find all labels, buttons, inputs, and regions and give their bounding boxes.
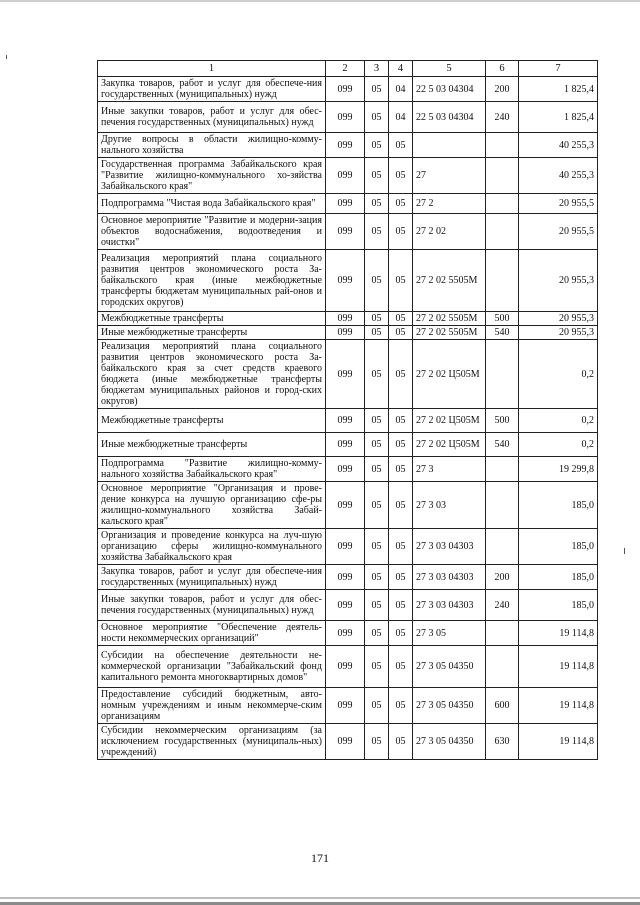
row-expense-type (486, 133, 519, 158)
scan-mark (6, 55, 7, 59)
row-subsection-code: 05 (389, 340, 413, 409)
row-ministry-code: 099 (326, 158, 365, 194)
row-target-article: 27 3 03 (413, 482, 486, 529)
row-target-article: 22 5 03 04304 (413, 77, 486, 102)
row-subsection-code: 05 (389, 565, 413, 590)
row-subsection-code: 05 (389, 529, 413, 565)
row-ministry-code: 099 (326, 77, 365, 102)
page-number: 171 (311, 851, 329, 865)
row-expense-type (486, 194, 519, 214)
row-description: Подпрограмма "Чистая вода Забайкальского края" (98, 194, 326, 214)
row-ministry-code: 099 (326, 312, 365, 326)
row-expense-type: 540 (486, 326, 519, 340)
row-target-article: 27 2 02 (413, 214, 486, 250)
row-description: Другие вопросы в области жилищно-комму-нального хозяйства (98, 133, 326, 158)
row-target-article: 27 2 02 5505М (413, 326, 486, 340)
row-ministry-code: 099 (326, 529, 365, 565)
row-subsection-code: 05 (389, 133, 413, 158)
table-row (98, 194, 598, 214)
row-subsection-code: 04 (389, 77, 413, 102)
row-section-code: 05 (365, 133, 389, 158)
row-amount: 20 955,5 (519, 194, 598, 214)
header-cell: 6 (486, 61, 519, 77)
row-subsection-code: 05 (389, 590, 413, 621)
row-ministry-code: 099 (326, 621, 365, 646)
row-section-code: 05 (365, 158, 389, 194)
row-ministry-code: 099 (326, 102, 365, 133)
row-description: Реализация мероприятий плана социального развития центров экономического роста За-байкальского края (иные межбюджетные трансферты бюджетам муниципальных рай-онов и городских округов) (98, 250, 326, 312)
table-row (98, 326, 598, 340)
row-amount: 0,2 (519, 340, 598, 409)
table-row (98, 433, 598, 457)
row-subsection-code: 05 (389, 158, 413, 194)
row-expense-type (486, 340, 519, 409)
row-ministry-code: 099 (326, 646, 365, 688)
row-subsection-code: 05 (389, 646, 413, 688)
row-subsection-code: 05 (389, 688, 413, 724)
row-amount: 185,0 (519, 482, 598, 529)
row-subsection-code: 05 (389, 312, 413, 326)
row-ministry-code: 099 (326, 457, 365, 482)
row-ministry-code: 099 (326, 565, 365, 590)
row-description: Иные закупки товаров, работ и услуг для обес-печения государственных (муниципальных) нужд (98, 590, 326, 621)
row-section-code: 05 (365, 340, 389, 409)
row-expense-type (486, 621, 519, 646)
row-description: Закупка товаров, работ и услуг для обеспече-ния государственных (муниципальных) нужд (98, 77, 326, 102)
row-description: Закупка товаров, работ и услуг для обеспече-ния государственных (муниципальных) нужд (98, 565, 326, 590)
row-expense-type: 630 (486, 724, 519, 760)
page-bottom-border (0, 897, 640, 899)
table-row (98, 102, 598, 133)
row-description: Предоставление субсидий бюджетным, авто-номным учреждениям и иным некоммерче-ским организациям (98, 688, 326, 724)
budget-table (97, 60, 598, 760)
row-description: Государственная программа Забайкальского края "Развитие жилищно-коммунального хо-зяйства Забайкальского края" (98, 158, 326, 194)
header-cell: 5 (413, 61, 486, 77)
table-row (98, 250, 598, 312)
row-expense-type: 240 (486, 590, 519, 621)
row-target-article: 27 3 05 04350 (413, 688, 486, 724)
table-row (98, 688, 598, 724)
table-row (98, 214, 598, 250)
table-row (98, 158, 598, 194)
row-subsection-code: 05 (389, 433, 413, 457)
row-section-code: 05 (365, 433, 389, 457)
row-subsection-code: 05 (389, 194, 413, 214)
row-ministry-code: 099 (326, 590, 365, 621)
row-target-article: 27 3 05 (413, 621, 486, 646)
row-target-article: 27 2 02 Ц505М (413, 409, 486, 433)
row-amount: 40 255,3 (519, 158, 598, 194)
scan-mark (624, 548, 625, 554)
row-section-code: 05 (365, 250, 389, 312)
row-description: Подпрограмма "Развитие жилищно-комму-нального хозяйства Забайкальского края" (98, 457, 326, 482)
row-subsection-code: 05 (389, 457, 413, 482)
row-expense-type: 200 (486, 565, 519, 590)
table-header-row (98, 61, 598, 77)
table-row (98, 409, 598, 433)
row-subsection-code: 05 (389, 621, 413, 646)
header-cell: 3 (365, 61, 389, 77)
row-target-article: 27 3 05 04350 (413, 724, 486, 760)
row-description: Иные межбюджетные трансферты (98, 326, 326, 340)
row-section-code: 05 (365, 326, 389, 340)
row-amount: 185,0 (519, 529, 598, 565)
row-subsection-code: 05 (389, 409, 413, 433)
row-expense-type (486, 646, 519, 688)
row-amount: 185,0 (519, 590, 598, 621)
row-target-article: 27 3 05 04350 (413, 646, 486, 688)
row-expense-type (486, 214, 519, 250)
table-row (98, 312, 598, 326)
row-amount: 19 114,8 (519, 724, 598, 760)
row-target-article: 27 3 (413, 457, 486, 482)
row-section-code: 05 (365, 565, 389, 590)
row-description: Основное мероприятие "Организация и прове-дение конкурса на лучшую организацию сфе-ры жилищно-коммунального хозяйства Забай-кальского края" (98, 482, 326, 529)
row-target-article: 22 5 03 04304 (413, 102, 486, 133)
row-description: Межбюджетные трансферты (98, 312, 326, 326)
row-section-code: 05 (365, 77, 389, 102)
table-row (98, 340, 598, 409)
row-target-article: 27 2 02 5505М (413, 312, 486, 326)
page-top-border (0, 0, 640, 2)
table-row (98, 133, 598, 158)
row-expense-type: 500 (486, 312, 519, 326)
row-amount: 19 114,8 (519, 621, 598, 646)
row-description: Основное мероприятие "Развитие и модерни-зация объектов водоснабжения, водоотведения и очистки" (98, 214, 326, 250)
table-row (98, 621, 598, 646)
row-section-code: 05 (365, 590, 389, 621)
row-expense-type: 240 (486, 102, 519, 133)
table-row (98, 77, 598, 102)
row-expense-type: 500 (486, 409, 519, 433)
row-amount: 19 114,8 (519, 646, 598, 688)
row-section-code: 05 (365, 529, 389, 565)
header-cell: 1 (98, 61, 326, 77)
row-expense-type (486, 482, 519, 529)
row-description: Межбюджетные трансферты (98, 409, 326, 433)
row-section-code: 05 (365, 646, 389, 688)
table-row (98, 590, 598, 621)
row-target-article: 27 3 03 04303 (413, 529, 486, 565)
row-amount: 20 955,5 (519, 214, 598, 250)
row-target-article: 27 3 03 04303 (413, 565, 486, 590)
row-expense-type (486, 457, 519, 482)
row-target-article: 27 (413, 158, 486, 194)
row-section-code: 05 (365, 214, 389, 250)
row-amount: 19 299,8 (519, 457, 598, 482)
row-target-article: 27 2 (413, 194, 486, 214)
row-amount: 40 255,3 (519, 133, 598, 158)
row-target-article (413, 133, 486, 158)
row-ministry-code: 099 (326, 340, 365, 409)
row-subsection-code: 05 (389, 326, 413, 340)
row-section-code: 05 (365, 482, 389, 529)
row-subsection-code: 05 (389, 250, 413, 312)
row-ministry-code: 099 (326, 688, 365, 724)
row-description: Субсидии на обеспечение деятельности не-коммерческой организации "Забайкальский фонд капитального ремонта многоквартирных домов" (98, 646, 326, 688)
row-ministry-code: 099 (326, 250, 365, 312)
row-target-article: 27 2 02 Ц505М (413, 433, 486, 457)
row-subsection-code: 05 (389, 724, 413, 760)
row-description: Организация и проведение конкурса на луч-шую организацию сферы жилищно-коммунального хозяйства Забайкальского края (98, 529, 326, 565)
row-ministry-code: 099 (326, 194, 365, 214)
row-amount: 20 955,3 (519, 250, 598, 312)
budget-table-container (97, 60, 597, 760)
row-ministry-code: 099 (326, 724, 365, 760)
row-amount: 20 955,3 (519, 312, 598, 326)
row-amount: 185,0 (519, 565, 598, 590)
row-section-code: 05 (365, 102, 389, 133)
row-expense-type (486, 250, 519, 312)
row-subsection-code: 05 (389, 214, 413, 250)
row-section-code: 05 (365, 194, 389, 214)
row-expense-type: 200 (486, 77, 519, 102)
row-description: Субсидии некоммерческим организациям (за исключением государственных (муниципаль-ных) учреждений) (98, 724, 326, 760)
row-expense-type: 600 (486, 688, 519, 724)
row-ministry-code: 099 (326, 214, 365, 250)
row-expense-type (486, 158, 519, 194)
table-row (98, 457, 598, 482)
row-section-code: 05 (365, 688, 389, 724)
row-target-article: 27 2 02 5505М (413, 250, 486, 312)
header-cell: 2 (326, 61, 365, 77)
row-section-code: 05 (365, 312, 389, 326)
row-ministry-code: 099 (326, 409, 365, 433)
table-row (98, 724, 598, 760)
row-ministry-code: 099 (326, 433, 365, 457)
row-target-article: 27 3 03 04303 (413, 590, 486, 621)
row-description: Основное мероприятие "Обеспечение деятель-ности некоммерческих организаций" (98, 621, 326, 646)
row-amount: 0,2 (519, 433, 598, 457)
row-target-article: 27 2 02 Ц505М (413, 340, 486, 409)
row-amount: 0,2 (519, 409, 598, 433)
table-row (98, 565, 598, 590)
row-section-code: 05 (365, 409, 389, 433)
row-ministry-code: 099 (326, 482, 365, 529)
row-expense-type: 540 (486, 433, 519, 457)
row-amount: 1 825,4 (519, 77, 598, 102)
row-ministry-code: 099 (326, 133, 365, 158)
table-row (98, 529, 598, 565)
row-section-code: 05 (365, 621, 389, 646)
row-ministry-code: 099 (326, 326, 365, 340)
table-row (98, 646, 598, 688)
row-amount: 1 825,4 (519, 102, 598, 133)
row-description: Реализация мероприятий плана социального развития центров экономического роста За-байкальского края за счет средств краевого бюджета (иные межбюджетные трансферты бюджетам муниципальных районов и город-ских округов) (98, 340, 326, 409)
row-expense-type (486, 529, 519, 565)
header-cell: 4 (389, 61, 413, 77)
row-section-code: 05 (365, 457, 389, 482)
table-row (98, 482, 598, 529)
row-description: Иные закупки товаров, работ и услуг для обес-печения государственных (муниципальных) нужд (98, 102, 326, 133)
row-subsection-code: 04 (389, 102, 413, 133)
row-subsection-code: 05 (389, 482, 413, 529)
row-amount: 19 114,8 (519, 688, 598, 724)
header-cell: 7 (519, 61, 598, 77)
row-description: Иные межбюджетные трансферты (98, 433, 326, 457)
row-section-code: 05 (365, 724, 389, 760)
row-amount: 20 955,3 (519, 326, 598, 340)
